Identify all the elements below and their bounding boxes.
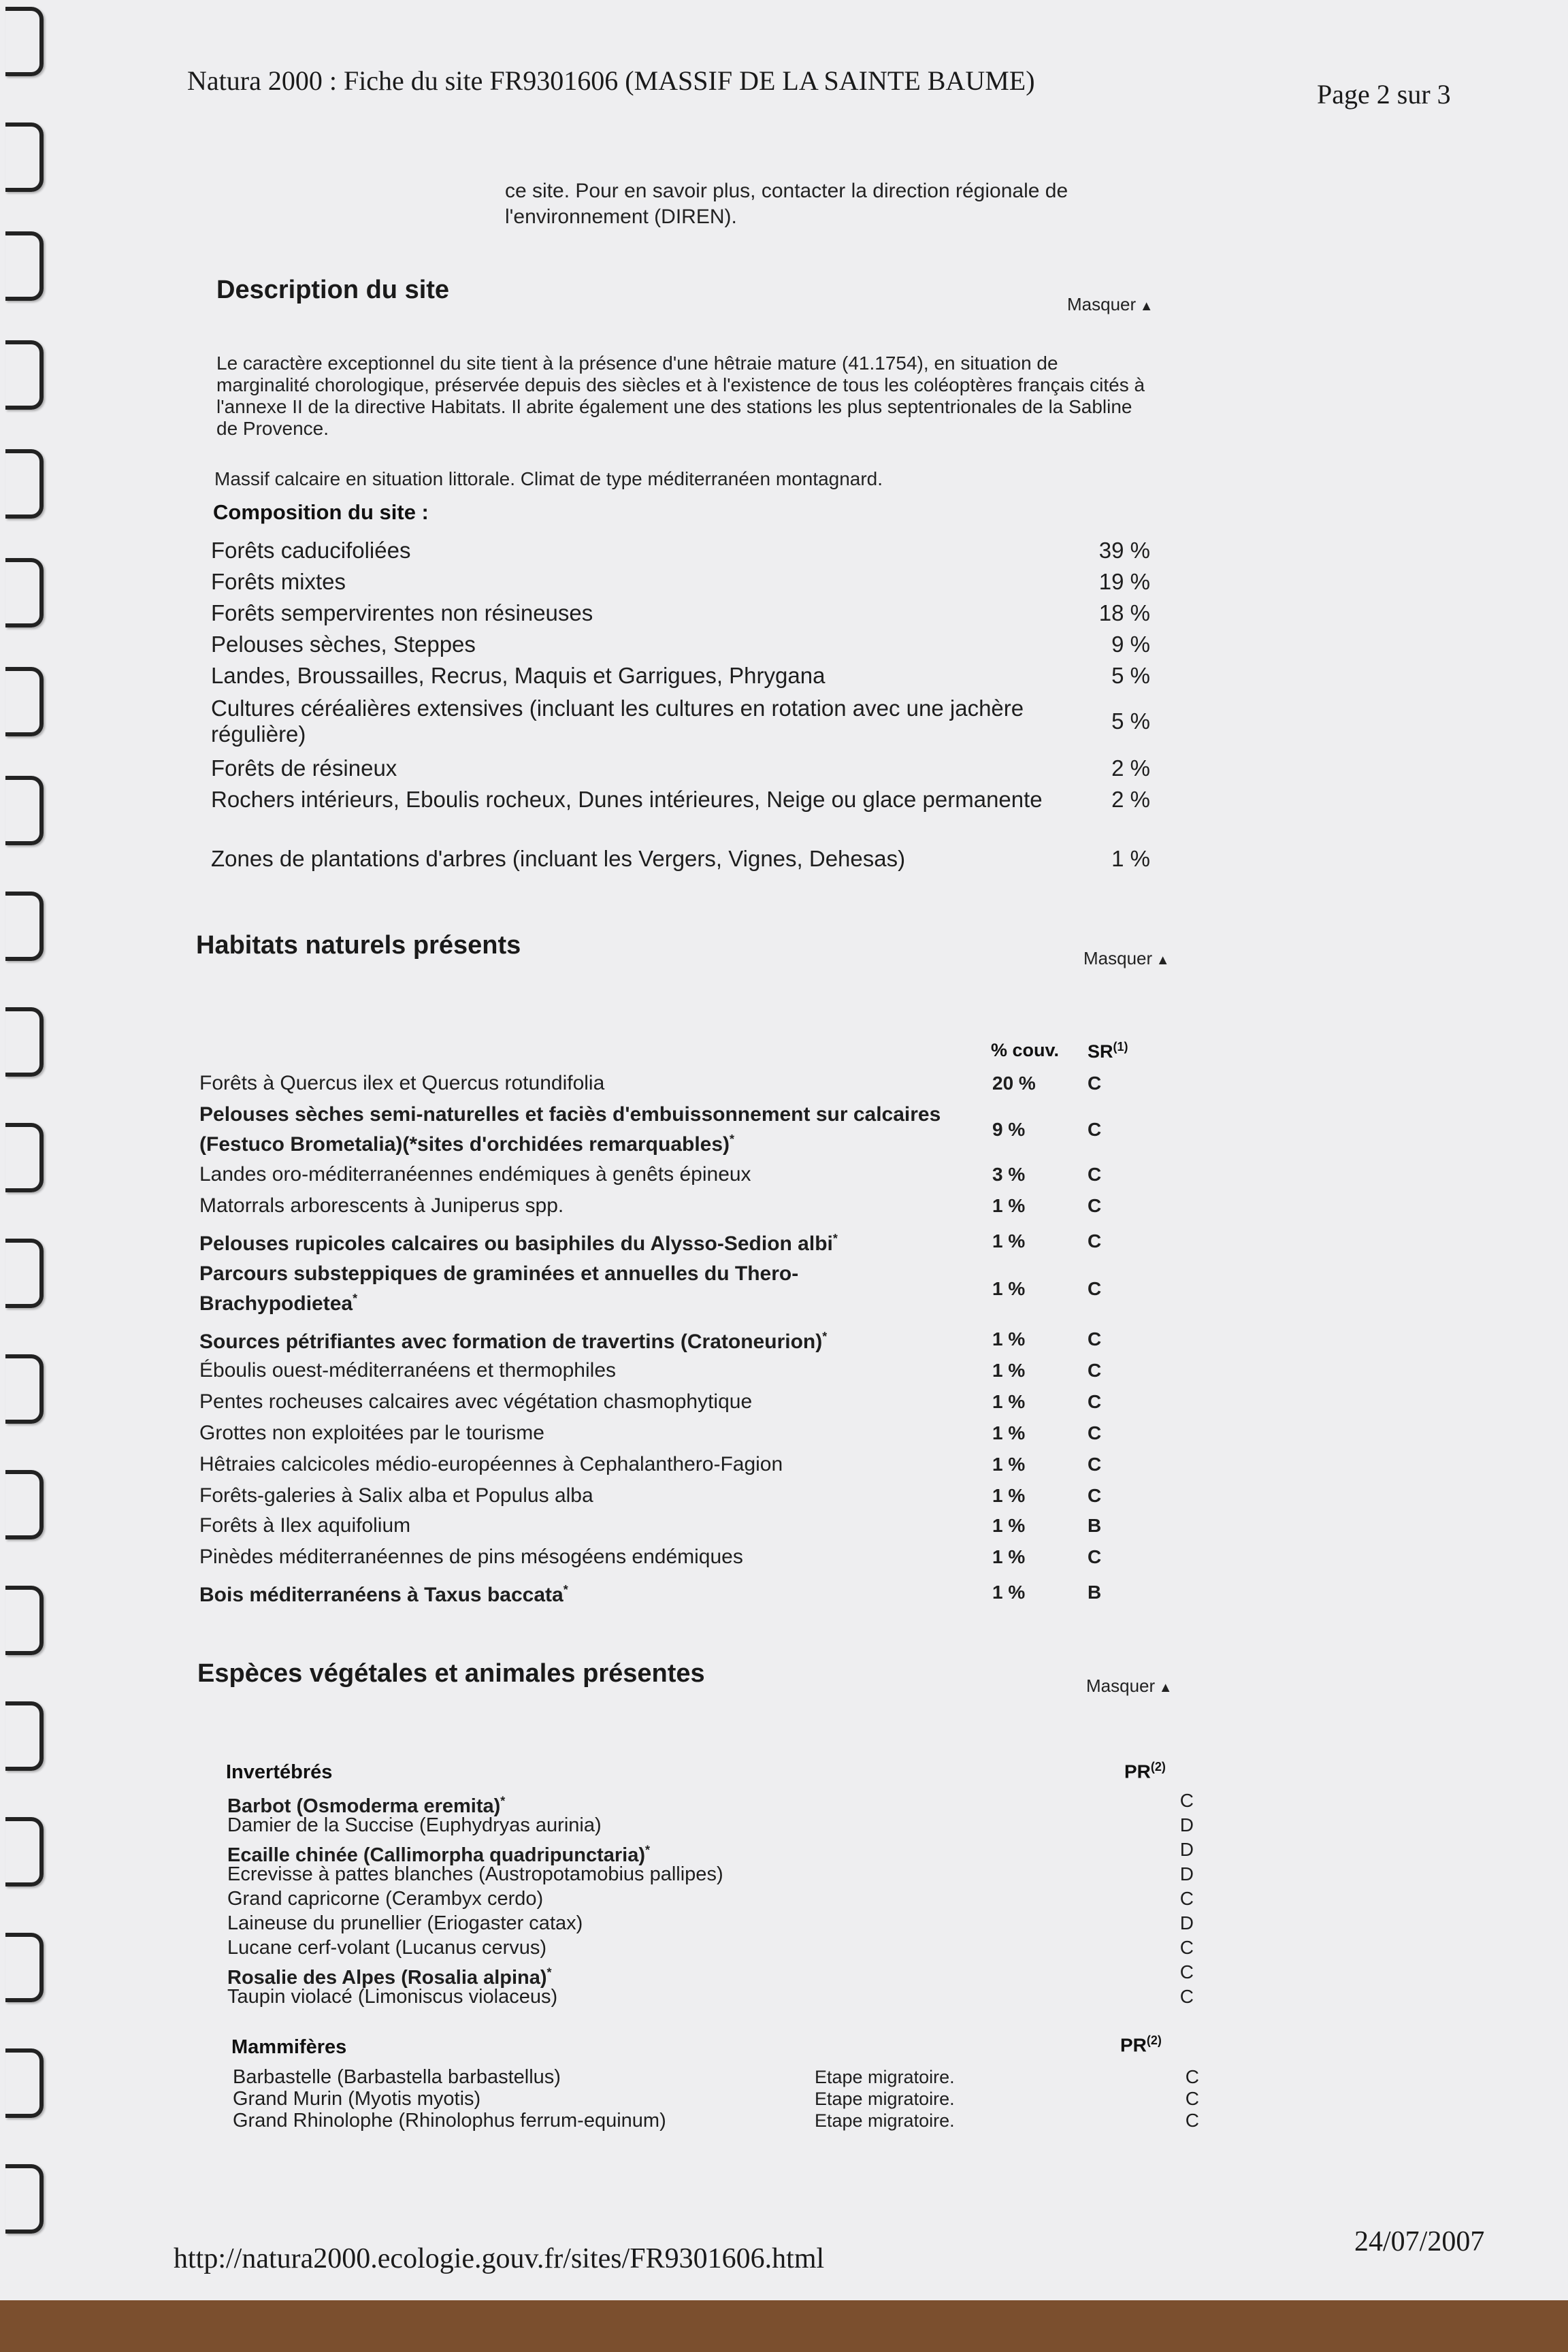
species-code: C	[1179, 1790, 1194, 1811]
species-label: Lucane cerf-volant (Lucanus cervus)	[227, 1937, 547, 1959]
site-title: Natura 2000 : Fiche du site FR9301606 (MASSIF DE LA SAINTE BAUME)	[187, 65, 1035, 96]
species-label: Ecrevisse à pattes blanches (Austropotamobius pallipes)	[227, 1863, 723, 1885]
habitat-label: Bois méditerranéens à Taxus baccata*	[199, 1583, 568, 1606]
pr-header-ref: (2)	[1150, 1760, 1166, 1774]
habitat-label: Landes oro-méditerranéennes endémiques à genêts épineux	[199, 1163, 751, 1186]
habitat-cover: 9 %	[992, 1119, 1026, 1140]
composition-label: Zones de plantations d'arbres (incluant les Vergers, Vignes, Dehesas)	[211, 846, 906, 871]
species-code: D	[1179, 1912, 1194, 1933]
species-label-text: Rosalie des Alpes (Rosalia alpina)	[227, 1966, 547, 1989]
habitat-label: Pinèdes méditerranéennes de pins mésogéens endémiques	[199, 1546, 743, 1568]
species-label: Laineuse du prunellier (Eriogaster catax)	[227, 1912, 583, 1934]
habitat-cover: 1 %	[992, 1328, 1026, 1350]
habitat-label-text: Pelouses rupicoles calcaires ou basiphiles du Alysso-Sedion albi	[199, 1232, 833, 1255]
habitat-sr: C	[1088, 1230, 1102, 1252]
habitat-row	[199, 1162, 1118, 1187]
description-title: Description du site	[216, 276, 450, 304]
table-surface	[0, 2300, 1568, 2352]
habitat-sr: C	[1088, 1454, 1102, 1475]
habitat-row	[199, 1484, 1118, 1508]
species-label-text: Ecaille chinée (Callimorpha quadripunctaria)	[227, 1844, 645, 1866]
intro-line: l'environnement (DIREN).	[505, 206, 737, 228]
species-code: C	[1179, 1986, 1194, 2007]
habitat-label: Hêtraies calcicoles médio-européennes à Cephalanthero-Fagion	[199, 1453, 783, 1475]
species-code: C	[1179, 1937, 1194, 1958]
binding-coil	[5, 1586, 44, 1655]
binding-coil	[5, 1701, 44, 1771]
masquer-link[interactable]: Masquer ▲	[1067, 294, 1154, 315]
habitat-sr: C	[1088, 1278, 1102, 1299]
composition-value: 5 %	[1111, 708, 1150, 734]
habitat-sr: C	[1088, 1119, 1102, 1140]
pr-header-label: PR	[1124, 1761, 1151, 1782]
composition-value: 18 %	[1098, 600, 1150, 625]
binding-coil	[5, 667, 44, 736]
habitat-label: Pelouses rupicoles calcaires ou basiphiles du Alysso-Sedion albi*	[199, 1232, 838, 1255]
species-label: Grand capricorne (Cerambyx cerdo)	[227, 1888, 544, 1910]
species-row	[233, 2108, 1199, 2133]
habitat-row	[199, 1358, 1118, 1383]
species-label: Barbot (Osmoderma eremita)*	[227, 1794, 506, 1817]
habitat-row	[199, 1421, 1118, 1446]
habitat-row	[199, 1452, 1118, 1477]
habitat-row	[199, 1226, 1118, 1256]
habitat-cover: 1 %	[992, 1422, 1026, 1443]
habitat-cover: 1 %	[992, 1195, 1026, 1216]
footer-url[interactable]: http://natura2000.ecologie.gouv.fr/sites/FR9301606.html	[174, 2243, 825, 2274]
composition-label: Forêts de résineux	[211, 755, 397, 781]
habitat-label: Matorrals arborescents à Juniperus spp.	[199, 1194, 564, 1217]
composition-row	[211, 755, 1150, 781]
sr-header-label: SR	[1088, 1041, 1113, 1062]
invertebrates-title: Invertébrés	[226, 1761, 333, 1783]
habitat-sr: C	[1088, 1195, 1102, 1216]
habitat-cover: 1 %	[992, 1546, 1026, 1567]
species-title: Espèces végétales et animales présentes	[197, 1659, 705, 1688]
habitat-label-text: Parcours substeppiques de graminées et annuelles du Thero-Brachypodietea	[199, 1262, 799, 1315]
species-row	[227, 1862, 1194, 1886]
intro-text	[505, 178, 1068, 230]
binding-coil	[5, 2048, 44, 2118]
composition-row	[211, 569, 1150, 595]
binding-coil	[5, 340, 44, 410]
habitat-cover: 1 %	[992, 1278, 1026, 1299]
composition-row	[211, 663, 1150, 689]
species-label: Ecaille chinée (Callimorpha quadripunctaria)*	[227, 1843, 650, 1866]
page-number: Page 2 sur 3	[1317, 79, 1451, 110]
habitat-label: Pelouses sèches semi-naturelles et faciès d'embuissonnement sur calcaires (Festuco Brometalia)(*sites d'orchidées remarquables)*	[199, 1103, 941, 1156]
species-row	[227, 1911, 1194, 1936]
species-code: C	[1185, 2110, 1199, 2131]
habitat-label: Sources pétrifiantes avec formation de travertins (Cratoneurion)*	[199, 1330, 828, 1353]
masquer-link[interactable]: Masquer ▲	[1086, 1676, 1173, 1697]
habitat-sr: C	[1088, 1546, 1102, 1567]
pr-header-label: PR	[1120, 2034, 1147, 2056]
pr-column-header	[1124, 1760, 1166, 1782]
composition-value: 1 %	[1111, 846, 1150, 871]
species-row	[227, 1936, 1194, 1960]
habitats-title: Habitats naturels présents	[196, 931, 521, 960]
species-label: Grand Rhinolophe (Rhinolophus ferrum-equinum)	[233, 2110, 666, 2132]
composition-label: Cultures céréalières extensives (incluant les cultures en rotation avec une jachère régulière)	[211, 696, 1024, 747]
habitat-row	[199, 1578, 1118, 1607]
habitat-label: Grottes non exploitées par le tourisme	[199, 1422, 544, 1444]
binding-coil	[5, 231, 44, 301]
habitat-row	[199, 1262, 1118, 1316]
composition-row	[211, 600, 1150, 626]
climate-text: Massif calcaire en situation littorale. Climat de type méditerranéen montagnard.	[214, 468, 883, 489]
species-label: Barbastelle (Barbastella barbastellus)	[233, 2066, 561, 2088]
binding-coil	[5, 1007, 44, 1077]
pr-column-header	[1120, 2034, 1162, 2056]
habitat-sr: C	[1088, 1328, 1102, 1350]
composition-value: 2 %	[1111, 755, 1150, 781]
composition-row	[211, 846, 1150, 872]
binding-coil	[5, 776, 44, 845]
species-code: D	[1179, 1839, 1194, 1860]
species-note: Etape migratoire.	[815, 2089, 955, 2109]
binding-coil	[5, 122, 44, 192]
habitat-row	[199, 1194, 1118, 1218]
binding-coil	[5, 892, 44, 961]
species-label: Rosalie des Alpes (Rosalia alpina)*	[227, 1965, 552, 1989]
composition-label: Landes, Broussailles, Recrus, Maquis et Garrigues, Phrygana	[211, 663, 826, 688]
composition-value: 19 %	[1098, 569, 1150, 594]
habitat-sr: C	[1088, 1360, 1102, 1381]
composition-label: Pelouses sèches, Steppes	[211, 632, 476, 657]
species-code: C	[1185, 2088, 1199, 2109]
habitat-cover: 1 %	[992, 1582, 1026, 1603]
habitat-cover: 1 %	[992, 1230, 1026, 1252]
species-label: Grand Murin (Myotis myotis)	[233, 2088, 481, 2110]
habitat-sr: C	[1088, 1164, 1102, 1185]
habitat-sr: C	[1088, 1073, 1102, 1094]
spiral-binding	[0, 0, 61, 2352]
composition-row	[211, 696, 1150, 747]
habitat-sr: B	[1088, 1515, 1102, 1536]
habitat-cover: 20 %	[992, 1073, 1036, 1094]
habitat-label: Forêts à Quercus ilex et Quercus rotundifolia	[199, 1072, 605, 1094]
composition-label: Forêts sempervirentes non résineuses	[211, 600, 593, 625]
species-row	[233, 2065, 1199, 2089]
species-note: Etape migratoire.	[815, 2110, 955, 2131]
binding-coil	[5, 449, 44, 519]
habitat-cover: 1 %	[992, 1391, 1026, 1412]
composition-row	[211, 538, 1150, 564]
habitat-row	[199, 1102, 1118, 1157]
composition-value: 9 %	[1111, 632, 1150, 657]
cover-column-header: % couv.	[991, 1040, 1060, 1060]
sr-column-header	[1088, 1040, 1128, 1062]
habitat-sr: C	[1088, 1391, 1102, 1412]
description-paragraph: Le caractère exceptionnel du site tient à la présence d'une hêtraie mature (41.1754), en situation de marginalité chorologique, préservée depuis des siècles et à l'existence de tous les coléoptères français cités à l'annexe II de la directive Habitats. Il abrite également une des stations les plus septentrionales de la Sabline de Provence.	[216, 353, 1145, 439]
binding-coil	[5, 1470, 44, 1539]
masquer-link[interactable]: Masquer ▲	[1083, 948, 1170, 969]
composition-row	[211, 632, 1150, 657]
composition-value: 5 %	[1111, 663, 1150, 688]
composition-row	[211, 787, 1150, 813]
species-code: C	[1185, 2066, 1199, 2087]
pr-header-ref: (2)	[1146, 2034, 1162, 2047]
species-code: D	[1179, 1814, 1194, 1835]
habitat-cover: 1 %	[992, 1515, 1026, 1536]
binding-coil	[5, 1123, 44, 1192]
habitat-cover: 1 %	[992, 1360, 1026, 1381]
mammals-title: Mammifères	[231, 2036, 347, 2058]
habitat-sr: B	[1088, 1582, 1102, 1603]
habitat-cover: 1 %	[992, 1454, 1026, 1475]
habitat-label: Parcours substeppiques de graminées et annuelles du Thero-Brachypodietea*	[199, 1262, 799, 1315]
habitat-sr: C	[1088, 1485, 1102, 1506]
habitat-label: Éboulis ouest-méditerranéens et thermophiles	[199, 1359, 616, 1382]
composition-title: Composition du site :	[213, 500, 429, 524]
habitat-label-text: Pelouses sèches semi-naturelles et faciès d'embuissonnement sur calcaires (Festuco Brometalia)(*sites d'orchidées remarquables)	[199, 1103, 941, 1156]
composition-value: 2 %	[1111, 787, 1150, 812]
composition-value: 39 %	[1098, 538, 1150, 563]
habitat-row	[199, 1324, 1118, 1354]
habitat-cover: 1 %	[992, 1485, 1026, 1506]
species-label-text: Barbot (Osmoderma eremita)	[227, 1795, 501, 1817]
species-label: Taupin violacé (Limoniscus violaceus)	[227, 1986, 558, 2008]
intro-line: ce site. Pour en savoir plus, contacter la direction régionale de	[505, 180, 1068, 202]
species-row	[227, 1984, 1194, 2009]
binding-coil	[5, 1354, 44, 1424]
habitat-row	[199, 1514, 1118, 1538]
habitat-label: Forêts-galeries à Salix alba et Populus alba	[199, 1484, 593, 1507]
habitat-row	[199, 1545, 1118, 1569]
habitat-label-text: Sources pétrifiantes avec formation de travertins (Cratoneurion)	[199, 1330, 823, 1353]
binding-coil	[5, 1239, 44, 1308]
habitat-sr: C	[1088, 1422, 1102, 1443]
habitat-label: Pentes rocheuses calcaires avec végétation chasmophytique	[199, 1390, 753, 1413]
species-row	[233, 2087, 1199, 2111]
habitat-row	[199, 1390, 1118, 1414]
species-label: Damier de la Succise (Euphydryas aurinia)	[227, 1814, 602, 1836]
binding-coil	[5, 1817, 44, 1886]
habitat-row	[199, 1071, 1118, 1096]
habitat-label-text: Bois méditerranéens à Taxus baccata	[199, 1584, 564, 1606]
binding-coil	[5, 7, 44, 76]
species-row	[227, 1886, 1194, 1911]
binding-coil	[5, 2164, 44, 2234]
binding-coil	[5, 558, 44, 627]
footer-date: 24/07/2007	[1354, 2226, 1485, 2257]
habitat-cover: 3 %	[992, 1164, 1026, 1185]
species-row	[227, 1813, 1194, 1838]
species-code: C	[1179, 1961, 1194, 1982]
binding-coil	[5, 1933, 44, 2002]
sr-header-ref: (1)	[1113, 1040, 1128, 1054]
species-code: C	[1179, 1888, 1194, 1909]
composition-label: Forêts mixtes	[211, 569, 346, 594]
species-note: Etape migratoire.	[815, 2067, 955, 2087]
composition-label: Forêts caducifoliées	[211, 538, 411, 563]
species-code: D	[1179, 1863, 1194, 1884]
habitat-label: Forêts à Ilex aquifolium	[199, 1514, 411, 1537]
composition-label: Rochers intérieurs, Eboulis rocheux, Dunes intérieures, Neige ou glace permanente	[211, 787, 1043, 812]
